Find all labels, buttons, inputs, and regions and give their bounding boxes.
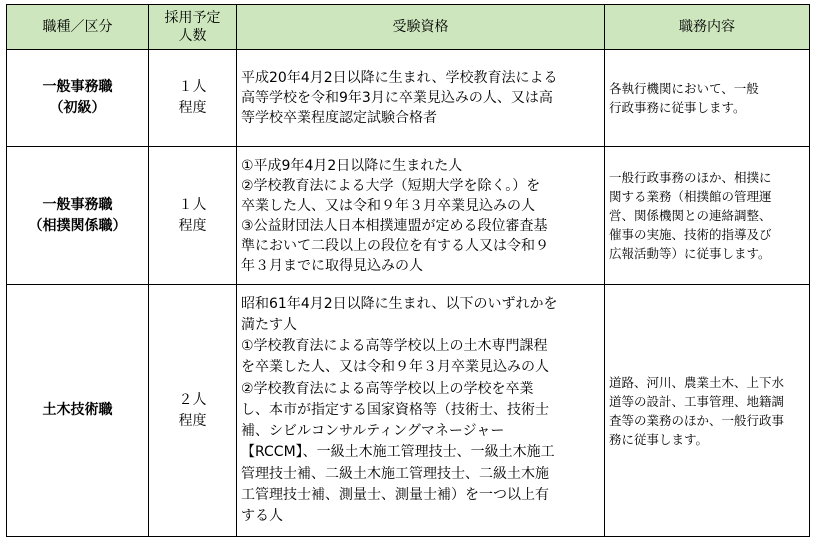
qualification-line: ①学校教育法による高等学校以上の土木専門課程 xyxy=(241,338,548,355)
qualification-line: 等学校卒業程度認定試験合格者 xyxy=(241,110,437,126)
qualification-line: 平成20年4月2日以降に生まれ、学校教育法による xyxy=(241,70,558,86)
job-category-cell xyxy=(7,285,149,537)
qualification-cell xyxy=(237,147,605,285)
job-category-cell xyxy=(7,50,149,147)
duty-line: 査等の業務のほか、一般行政事 xyxy=(609,412,785,428)
job-subtitle: （初級） xyxy=(49,100,106,116)
header-qualification-label: 受験資格 xyxy=(392,19,449,35)
qualification-line: 卒業した人、又は令和９年３月卒業見込みの人 xyxy=(241,197,535,214)
hiring-count: １人 xyxy=(178,79,207,95)
duty-line: 一般行政事務のほか、相撲に xyxy=(609,170,772,185)
qualification-line: し、本市が指定する国家資格等（技術士、技術士 xyxy=(241,401,549,418)
header-qualification xyxy=(237,5,605,50)
duty-line: 行政事務に従事します。 xyxy=(609,100,746,115)
duties-cell xyxy=(605,147,810,285)
duties-cell xyxy=(605,285,810,537)
hiring-count-suffix: 程度 xyxy=(178,100,207,116)
duty-line: 営、関係機関との連絡調整、 xyxy=(609,208,772,223)
qualification-line: 年３月までに取得見込みの人 xyxy=(241,257,423,274)
qualification-line: ①平成9年4月2日以降に生まれた人 xyxy=(241,157,463,174)
qualification-line: を卒業した人、又は令和９年３月卒業見込みの人 xyxy=(241,359,549,376)
duty-line: 関する業務（相撲館の管理運 xyxy=(609,189,772,204)
job-category-cell xyxy=(7,147,149,285)
duty-line: 各執行機関において、一般 xyxy=(609,81,759,96)
job-title: 一般事務職 xyxy=(42,79,113,95)
hiring-count-cell xyxy=(149,50,237,147)
qualification-line: 【RCCM】、一級土木施工管理技士、一級土木施工 xyxy=(241,444,555,461)
duty-line: 務に従事します。 xyxy=(609,431,709,447)
job-title: 土木技術職 xyxy=(42,402,113,418)
table-header-row xyxy=(7,5,810,50)
table-row xyxy=(7,147,810,285)
recruitment-table xyxy=(6,4,810,537)
header-count xyxy=(149,5,237,50)
table-row xyxy=(7,285,810,537)
qualification-line: 準において二段以上の段位を有する人又は令和９ xyxy=(241,237,549,254)
qualification-line: ②学校教育法による高等学校以上の学校を卒業 xyxy=(241,380,534,397)
header-duties xyxy=(605,5,810,50)
hiring-count: ２人 xyxy=(178,391,207,408)
job-title: 一般事務職 xyxy=(42,196,113,213)
duties-cell xyxy=(605,50,810,147)
hiring-count-suffix: 程度 xyxy=(178,217,207,234)
qualification-line: する人 xyxy=(241,507,283,524)
duty-line: 道等の設計、工事管理、地籍調 xyxy=(609,393,785,409)
job-subtitle: （相撲関係職） xyxy=(28,217,127,234)
qualification-line: 工管理技士補、測量士、測量士補）を一つ以上有 xyxy=(241,486,549,503)
duty-line: 道路、河川、農業土木、上下水 xyxy=(609,374,785,390)
hiring-count-suffix: 程度 xyxy=(178,412,207,429)
hiring-count: １人 xyxy=(178,196,207,213)
duty-line: 広報活動等）に従事します。 xyxy=(609,246,771,261)
duty-line: 催事の実施、技術的指導及び xyxy=(609,227,772,242)
header-category xyxy=(7,5,149,50)
table-row xyxy=(7,50,810,147)
qualification-line: ②学校教育法による大学（短期大学を除く。）を xyxy=(241,177,541,194)
header-count-line1: 採用予定 xyxy=(164,10,221,26)
qualification-line: 満たす人 xyxy=(241,317,297,334)
qualification-line: 補、シビルコンサルティングマネージャー xyxy=(241,423,505,440)
qualification-line: ③公益財団法人日本相撲連盟が定める段位審査基 xyxy=(241,217,548,234)
qualification-cell xyxy=(237,285,605,537)
hiring-count-cell xyxy=(149,147,237,285)
header-duties-label: 職務内容 xyxy=(679,19,735,35)
hiring-count-cell xyxy=(149,285,237,537)
qualification-cell xyxy=(237,50,605,147)
qualification-line: 管理技士補、二級土木施工管理技士、二級土木施 xyxy=(241,465,549,482)
header-count-line2: 人数 xyxy=(178,28,207,44)
qualification-line: 昭和61年4月2日以降に生まれ、以下のいずれかを xyxy=(241,295,558,312)
qualification-line: 高等学校を令和9年3月に卒業見込みの人、又は高 xyxy=(241,90,553,106)
header-category-label: 職種／区分 xyxy=(42,19,113,35)
